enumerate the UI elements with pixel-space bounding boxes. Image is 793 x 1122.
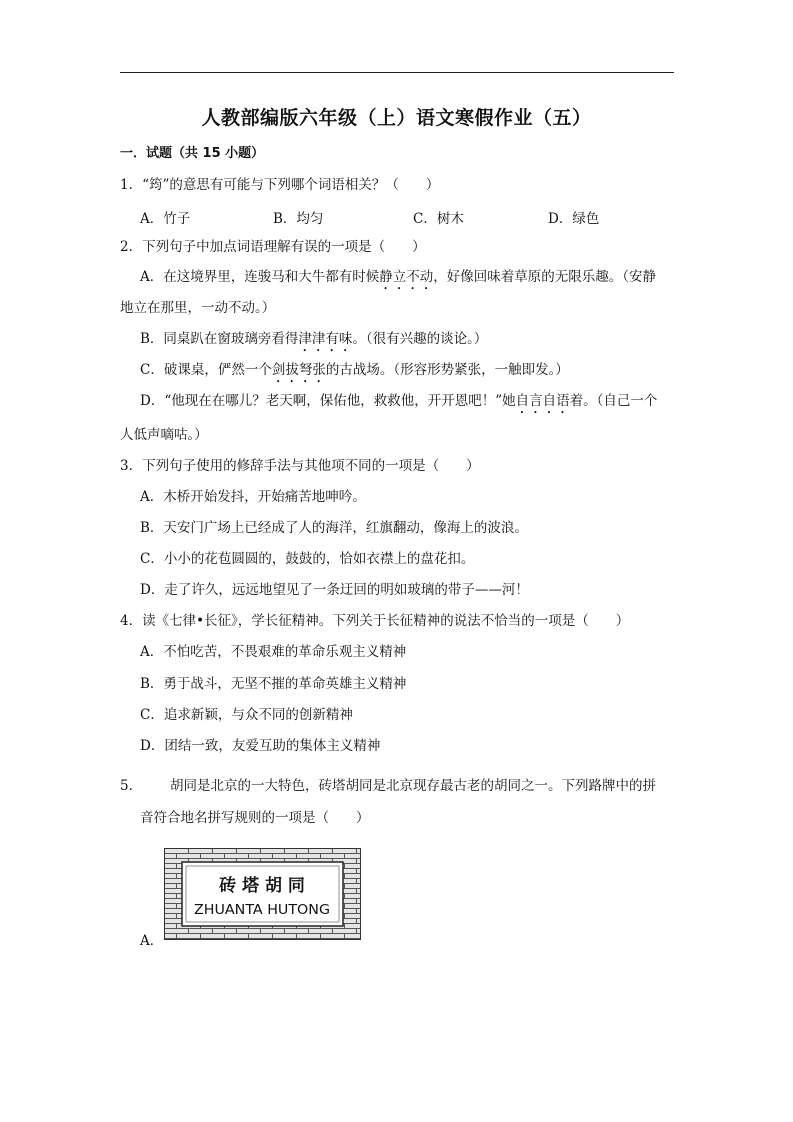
section-heading: 一．试题（共 15 小题） [120,146,265,161]
header-rule [120,72,674,73]
q2-c-text: C．破课桌，俨然一个 [140,362,272,378]
sign-pinyin-name: ZHUANTA HUTONG [194,903,330,918]
q2-stem: 2．下列句子中加点词语理解有误的一项是（ ） [120,239,426,255]
q1-option-d[interactable]: D．绿色 [548,211,600,227]
q2-option-a-cont: 地立在那里，一动不动。） [120,300,276,316]
q5-number: 5． [120,778,143,794]
q3-stem: 3．下列句子使用的修辞手法与其他项不同的一项是（ ） [120,458,480,474]
brick-sign-graphic [164,848,361,940]
q4-option-d[interactable]: D．团结一致，友爱互助的集体主义精神 [140,738,381,754]
q4-stem: 4．读《七律•长征》，学长征精神。下列关于长征精神的说法不恰当的一项是（ ） [120,613,630,629]
q1-option-a[interactable]: A．竹子 [140,211,191,227]
sign-chinese-name: 砖 塔 胡 同 [219,876,305,896]
q4-option-a[interactable]: A．不怕吃苦，不畏艰难的革命乐观主义精神 [140,644,407,660]
q2-option-c[interactable] [140,360,569,386]
q2-c-dotted-word: 剑拔弩张 [271,362,326,378]
q5-option-a-label[interactable]: A． [140,933,164,949]
q2-option-d[interactable] [140,391,657,417]
q2-c-text-end: 的古战场。（形容形势紧张，一触即发。） [325,362,569,378]
q2-a-dotted-word: 静立不动 [379,269,434,285]
q2-d-text-end: 着。（自己一个 [569,393,658,409]
q2-a-text: A．在这境界里，连骏马和大牛都有时候 [140,269,380,285]
q3-option-a[interactable]: A．木桥开始发抖，开始痛苦地呻吟。 [140,489,366,505]
page-title: 人教部编版六年级（上）语文寒假作业（五） [201,107,592,129]
q1-option-b[interactable]: B．均匀 [273,211,324,227]
q2-option-b[interactable] [140,329,487,355]
q2-b-text-end: 。（很有兴趣的谈论。） [352,331,488,347]
q3-option-c[interactable]: C．小小的花苞圆圆的，鼓鼓的，恰如衣襟上的盘花扣。 [140,551,475,567]
q3-option-d[interactable]: D．走了许久，远远地望见了一条迂回的明如玻璃的带子——河！ [140,582,529,598]
q2-b-dotted-word: 津津有味 [298,331,353,347]
street-sign-image [164,848,361,940]
q5-stem-cont: 音符合地名拼写规则的一项是（ ） [140,810,370,826]
q1-stem: 1．“筠”的意思有可能与下列哪个词语相关？（ ） [120,177,440,193]
q2-option-d-cont: 人低声嘀咕。） [120,427,208,443]
q2-b-text: B．同桌趴在窗玻璃旁看得 [140,331,299,347]
q2-d-text: D．“他现在在哪儿？老天啊，保佑他，救救他，开开恩吧！”她 [140,393,516,409]
q2-d-dotted-word: 自言自语 [515,393,570,409]
q1-option-c[interactable]: C．树木 [413,211,464,227]
q2-option-a[interactable] [140,267,656,293]
q4-option-b[interactable]: B．勇于战斗，无坚不摧的革命英雄主义精神 [140,676,407,692]
q4-option-c[interactable]: C．追求新颖，与众不同的创新精神 [140,707,353,723]
q2-a-text-end: ，好像回味着草原的无限乐趣。（安静 [433,269,656,285]
q3-option-b[interactable]: B．天安门广场上已经成了人的海洋，红旗翻动，像海上的波浪。 [140,520,528,536]
q5-stem: 胡同是北京的一大特色，砖塔胡同是北京现存最古老的胡同之一。下列路牌中的拼 [170,778,656,794]
